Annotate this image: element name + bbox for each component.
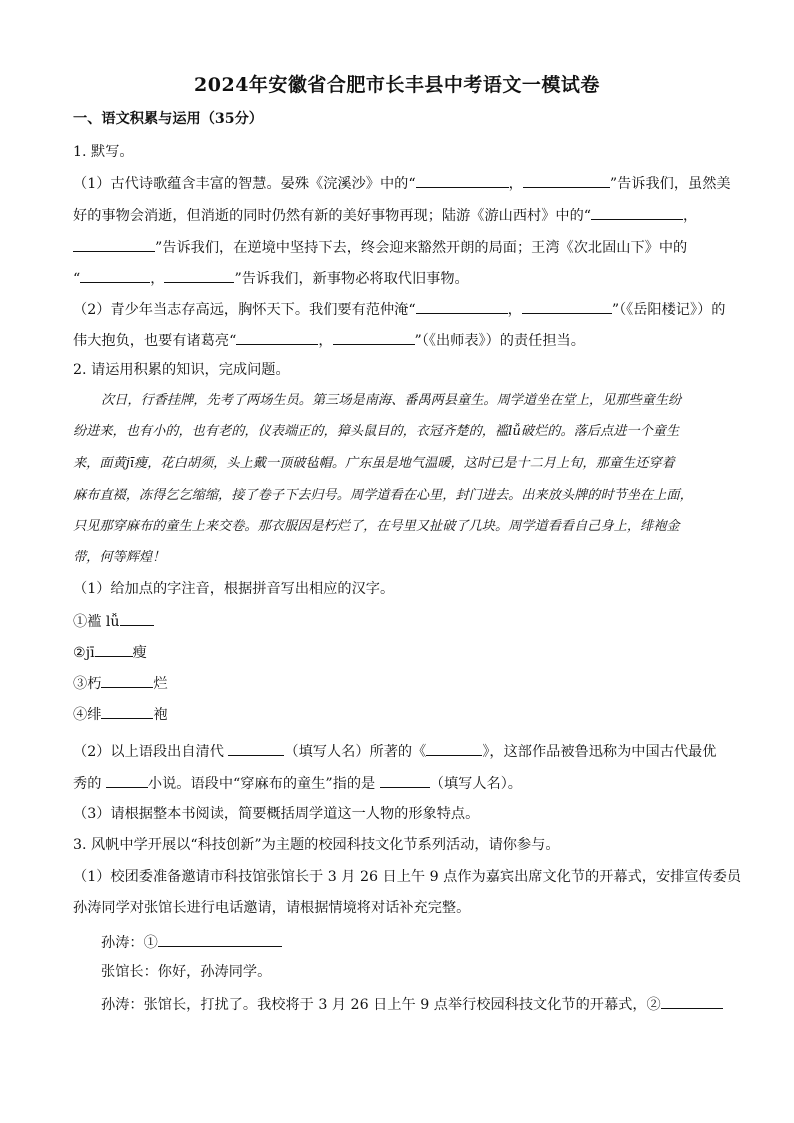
text: ， xyxy=(150,271,165,287)
text: ， xyxy=(508,176,523,192)
text: ， xyxy=(683,208,698,224)
q2-sub2-line-1 xyxy=(73,741,733,761)
answer-blank[interactable] xyxy=(80,268,150,283)
answer-blank[interactable] xyxy=(95,642,133,657)
text: ， xyxy=(507,302,522,318)
passage-line: 带，何等辉煌！ xyxy=(73,550,166,565)
exam-title: 2024年安徽省合肥市长丰县中考语文一模试卷 xyxy=(194,74,600,96)
section-heading: 一、语文积累与运用（35分） xyxy=(73,111,263,127)
text: 孙涛：① xyxy=(101,935,158,951)
answer-blank[interactable] xyxy=(523,173,610,188)
answer-blank[interactable] xyxy=(426,741,482,756)
answer-blank[interactable] xyxy=(106,773,148,788)
q1-line-5 xyxy=(73,299,733,319)
q2-sub2-line-2 xyxy=(73,773,733,793)
answer-blank[interactable] xyxy=(333,330,415,345)
q2-item-1 xyxy=(73,611,733,631)
text: （1）古代诗歌蕴含丰富的智慧。晏殊《浣溪沙》中的“ xyxy=(73,176,416,192)
text: ”告诉我们，新事物必将取代旧事物。 xyxy=(234,271,469,287)
answer-blank[interactable] xyxy=(228,741,284,756)
text: 小说。语段中“穿麻布的童生”指的是 xyxy=(147,776,376,792)
text: ， xyxy=(318,333,333,349)
text: ③朽 xyxy=(73,676,102,692)
q2-sub3: （3）请根据整本书阅读，简要概括周学道这一人物的形象特点。 xyxy=(73,806,480,822)
q2-item-4 xyxy=(73,704,733,724)
text: 秀的 xyxy=(73,776,102,792)
answer-blank[interactable] xyxy=(522,299,612,314)
text: 孙涛：张馆长，打扰了。我校将于 3 月 26 日上午 9 点举行校园科技文化节的开幕式，② xyxy=(101,997,661,1013)
text: 好的事物会消逝，但消逝的同时仍然有新的美好事物再现；陆游《游山西村》中的“ xyxy=(73,208,592,224)
passage-line: 次日，行香挂牌，先考了两场生员。第三场是南海、番禺两县童生。周学道坐在堂上，见那些童生纷 xyxy=(101,393,682,408)
q1-line-4 xyxy=(73,268,733,288)
q1-line-1 xyxy=(73,173,733,193)
dialogue-line-2: 张馆长：你好，孙涛同学。 xyxy=(101,964,272,980)
answer-blank[interactable] xyxy=(101,704,153,719)
text: ”（《出师表》）的责任担当。 xyxy=(414,333,585,349)
text: “ xyxy=(73,271,81,287)
dialogue-line-1 xyxy=(73,932,761,952)
text: ④绯 xyxy=(73,707,102,723)
answer-blank[interactable] xyxy=(164,268,234,283)
text: ①褴 lǚ xyxy=(73,614,120,630)
q2-sub1: （1）给加点的字注音，根据拼音写出相应的汉字。 xyxy=(73,581,395,597)
text: 袍 xyxy=(153,707,168,723)
dialogue-line-3 xyxy=(73,994,761,1014)
text: 瘦 xyxy=(132,645,147,661)
text: （2）以上语段出自清代 xyxy=(73,744,224,760)
question-3-head: 3. 风帆中学开展以“科技创新”为主题的校园科技文化节系列活动，请你参与。 xyxy=(73,837,560,853)
text: ②jī xyxy=(73,645,95,661)
answer-blank[interactable] xyxy=(101,673,153,688)
text: ”（《岳阳楼记》）的 xyxy=(611,302,726,318)
passage-line: 纷进来，也有小的，也有老的，仪表端正的，獐头鼠目的，衣冠齐楚的，褴lǚ破烂的。落后点进一个童生 xyxy=(73,424,680,439)
q2-item-2 xyxy=(73,642,733,662)
passage-line: 来，面黄jī瘦，花白胡须，头上戴一顶破毡帽。广东虽是地气温暖，这时已是十二月上旬，那童生还穿着 xyxy=(73,456,675,471)
text: ”告诉我们，在逆境中坚持下去，终会迎来豁然开朗的局面；王湾《次北固山下》中的 xyxy=(155,240,688,256)
question-1-head: 1. 默写。 xyxy=(73,144,134,160)
text: 烂 xyxy=(153,676,168,692)
answer-blank[interactable] xyxy=(661,994,723,1009)
text: （填写人名）。 xyxy=(429,776,522,792)
text: （填写人名）所著的《 xyxy=(284,744,427,760)
answer-blank[interactable] xyxy=(73,237,155,252)
answer-blank[interactable] xyxy=(591,205,683,220)
q1-line-2 xyxy=(73,205,733,225)
q3-p2: 孙涛同学对张馆长进行电话邀请，请根据情境将对话补充完整。 xyxy=(73,900,471,916)
q1-line-3 xyxy=(73,237,733,257)
text: 伟大抱负，也要有诸葛亮“ xyxy=(73,333,237,349)
question-2-head: 2. 请运用积累的知识，完成问题。 xyxy=(73,362,290,378)
q1-line-6 xyxy=(73,330,733,350)
passage-line: 只见那穿麻布的童生上来交卷。那衣服因是朽烂了，在号里又扯破了几块。周学道看看自己身上，绯袍金 xyxy=(73,519,680,534)
q3-p1: （1）校团委准备邀请市科技馆张馆长于 3 月 26 日上午 9 点作为嘉宾出席文化节的开幕式，安排宣传委员 xyxy=(73,869,742,885)
passage-line: 麻布直裰，冻得乞乞缩缩，接了卷子下去归号。周学道看在心里，封门进去。出来放头牌的时节坐在上面， xyxy=(73,488,693,503)
q2-item-3 xyxy=(73,673,733,693)
answer-blank[interactable] xyxy=(380,773,430,788)
text: 》，这部作品被鲁迅称为中国古代最优 xyxy=(482,744,717,760)
text: （2）青少年当志存高远，胸怀天下。我们要有范仲淹“ xyxy=(73,302,416,318)
answer-blank[interactable] xyxy=(120,611,154,626)
answer-blank[interactable] xyxy=(158,932,282,947)
text: ”告诉我们，虽然美 xyxy=(609,176,731,192)
answer-blank[interactable] xyxy=(416,299,508,314)
answer-blank[interactable] xyxy=(416,173,509,188)
answer-blank[interactable] xyxy=(236,330,318,345)
